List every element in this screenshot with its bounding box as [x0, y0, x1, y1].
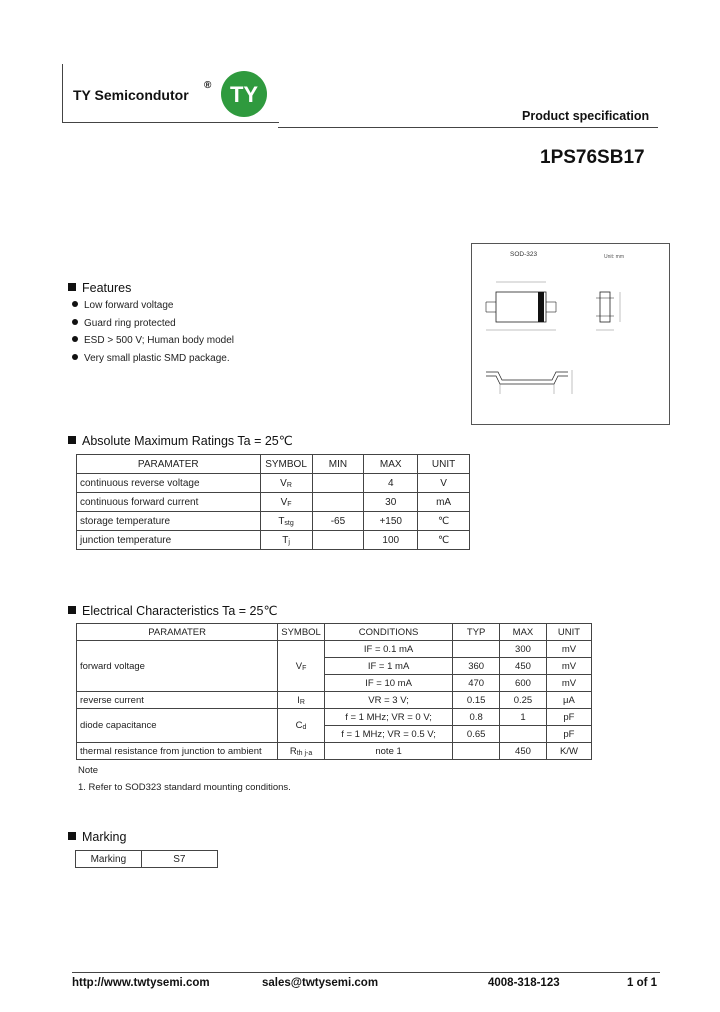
footer-email-link[interactable]: sales@twtysemi.com: [262, 977, 379, 989]
table-row: [77, 743, 592, 760]
max-cell: 300: [500, 641, 547, 658]
square-bullet-icon: [68, 606, 76, 614]
symbol-cell: $V_F$: [278, 641, 325, 692]
bullet-icon: [72, 336, 78, 342]
max-cell: 450: [500, 743, 547, 760]
condition-cell: f = 1 MHz; VR = 0 V;: [324, 709, 452, 726]
col-header: PARAMATER: [77, 455, 261, 474]
condition-cell: note 1: [324, 743, 452, 760]
symbol-cell: $V_R$: [260, 474, 312, 493]
unit-cell: μA: [546, 692, 591, 709]
marking-value: S7: [141, 851, 217, 868]
col-header: PARAMATER: [77, 624, 278, 641]
symbol-cell: $R_{th j-a}$: [278, 743, 325, 760]
table-row: [77, 641, 592, 658]
typ-cell: 360: [453, 658, 500, 675]
logo-text: TY: [229, 82, 259, 107]
typ-cell: 0.65: [453, 726, 500, 743]
condition-cell: IF = 0.1 mA: [324, 641, 452, 658]
typ-cell: 0.8: [453, 709, 500, 726]
max-cell: 100: [364, 531, 418, 550]
page-number: 1 of 1: [627, 977, 658, 989]
features-heading: Features: [68, 281, 131, 295]
marking-label: Marking: [76, 851, 142, 868]
ec-heading: Electrical Characteristics Ta = 25℃: [68, 603, 277, 618]
table-row: [77, 692, 592, 709]
unit-cell: ℃: [418, 512, 470, 531]
part-number: 1PS76SB17: [540, 147, 645, 168]
min-cell: [312, 474, 364, 493]
typ-cell: 470: [453, 675, 500, 692]
table-row: [77, 493, 470, 512]
registered-mark: ®: [204, 80, 212, 91]
symbol-cell: $T_{stg}$: [260, 512, 312, 531]
condition-cell: f = 1 MHz; VR = 0.5 V;: [324, 726, 452, 743]
table-row: [77, 512, 470, 531]
table-row: [77, 474, 470, 493]
ec-table: [76, 623, 592, 760]
doc-type: Product specification: [522, 109, 650, 123]
unit-cell: mV: [546, 641, 591, 658]
footer-divider: [72, 972, 660, 973]
table-header-row: [77, 624, 592, 641]
table-row: [76, 851, 218, 868]
col-header: UNIT: [546, 624, 591, 641]
min-cell: [312, 493, 364, 512]
max-cell: 30: [364, 493, 418, 512]
min-cell: [312, 531, 364, 550]
amr-table: [76, 454, 470, 550]
condition-cell: IF = 1 mA: [324, 658, 452, 675]
ty-logo: [220, 70, 268, 118]
min-cell: -65: [312, 512, 364, 531]
max-cell: 4: [364, 474, 418, 493]
col-header: MIN: [312, 455, 364, 474]
square-bullet-icon: [68, 283, 76, 291]
feature-item: Guard ring protected: [72, 318, 176, 329]
package-drawing: [471, 243, 670, 425]
col-header: SYMBOL: [278, 624, 325, 641]
package-outline-svg: [472, 244, 669, 424]
max-cell: 450: [500, 658, 547, 675]
unit-cell: K/W: [546, 743, 591, 760]
unit-cell: V: [418, 474, 470, 493]
feature-item: Very small plastic SMD package.: [72, 353, 230, 364]
footer-website-link[interactable]: http://www.twtysemi.com: [72, 977, 210, 989]
param-cell: diode capacitance: [77, 709, 278, 743]
table-row: [77, 531, 470, 550]
symbol-cell: $T_j$: [260, 531, 312, 550]
unit-cell: ℃: [418, 531, 470, 550]
feature-item: Low forward voltage: [72, 300, 174, 311]
marking-table: [75, 850, 218, 868]
package-unit: Unit: mm: [604, 254, 624, 260]
symbol-cell: $V_F$: [260, 493, 312, 512]
package-name: SOD-323: [510, 251, 538, 258]
bullet-icon: [72, 319, 78, 325]
col-header: CONDITIONS: [324, 624, 452, 641]
table-row: [77, 709, 592, 726]
unit-cell: mV: [546, 675, 591, 692]
max-cell: 600: [500, 675, 547, 692]
param-cell: junction temperature: [77, 531, 261, 550]
col-header: SYMBOL: [260, 455, 312, 474]
header-divider: [278, 127, 658, 128]
bullet-icon: [72, 354, 78, 360]
bullet-icon: [72, 301, 78, 307]
max-cell: 0.25: [500, 692, 547, 709]
symbol-cell: $I_R$: [278, 692, 325, 709]
param-cell: reverse current: [77, 692, 278, 709]
unit-cell: pF: [546, 726, 591, 743]
footer-phone: 4008-318-123: [488, 977, 560, 989]
typ-cell: [453, 743, 500, 760]
amr-heading: Absolute Maximum Ratings Ta = 25℃: [68, 433, 293, 448]
param-cell: continuous forward current: [77, 493, 261, 512]
max-cell: 1: [500, 709, 547, 726]
feature-item: ESD > 500 V; Human body model: [72, 335, 234, 346]
param-cell: thermal resistance from junction to ambient: [77, 743, 278, 760]
param-cell: storage temperature: [77, 512, 261, 531]
param-cell: continuous reverse voltage: [77, 474, 261, 493]
col-header: MAX: [364, 455, 418, 474]
col-header: UNIT: [418, 455, 470, 474]
max-cell: [500, 726, 547, 743]
brand-name: TY Semicondutor: [73, 87, 189, 103]
condition-cell: VR = 3 V;: [324, 692, 452, 709]
param-cell: forward voltage: [77, 641, 278, 692]
unit-cell: pF: [546, 709, 591, 726]
symbol-cell: $C_d$: [278, 709, 325, 743]
note-item: 1. Refer to SOD323 standard mounting conditions.: [78, 782, 291, 793]
col-header: MAX: [500, 624, 547, 641]
col-header: TYP: [453, 624, 500, 641]
marking-heading: Marking: [68, 830, 126, 844]
unit-cell: mA: [418, 493, 470, 512]
condition-cell: IF = 10 mA: [324, 675, 452, 692]
typ-cell: [453, 641, 500, 658]
table-header-row: [77, 455, 470, 474]
max-cell: +150: [364, 512, 418, 531]
square-bullet-icon: [68, 832, 76, 840]
note-label: Note: [78, 765, 99, 776]
unit-cell: mV: [546, 658, 591, 675]
typ-cell: 0.15: [453, 692, 500, 709]
square-bullet-icon: [68, 436, 76, 444]
